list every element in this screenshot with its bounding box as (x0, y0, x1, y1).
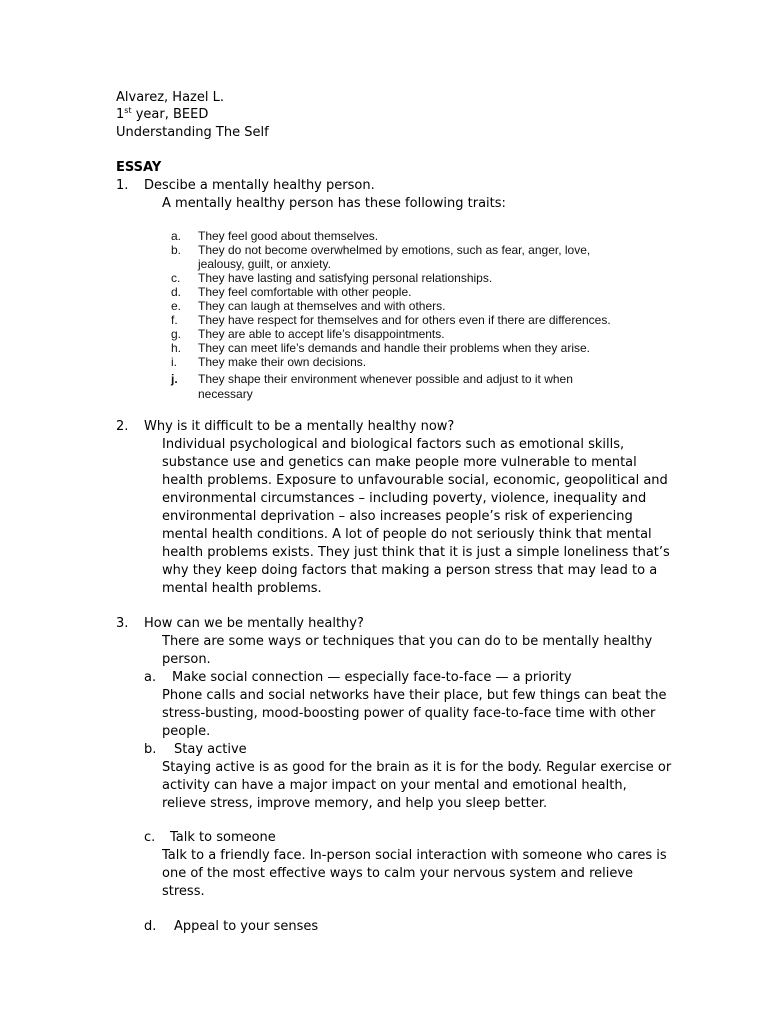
trait-letter: a. (171, 229, 182, 243)
trait-letter: i. (171, 355, 177, 369)
trait-text: jealousy, guilt, or anxiety. (198, 257, 331, 271)
trait-text: They feel good about themselves. (198, 229, 379, 243)
item-body-line: Staying active is as good for the brain as it is for the body. Regular exercise or (162, 760, 672, 775)
answer-line: mental health conditions. A lot of people do not seriously think that mental (162, 527, 652, 542)
item-title: Talk to someone (170, 830, 276, 845)
answer-line: why they keep doing factors that making a person stress that may lead to a (162, 563, 658, 578)
q2-number: 2. (116, 419, 129, 434)
q1-number: 1. (116, 178, 129, 193)
q2-question: Why is it difficult to be a mentally healthy now? (144, 419, 455, 434)
item-letter: c. (144, 830, 156, 845)
trait-letter: g. (171, 327, 182, 341)
item-letter: d. (144, 919, 157, 934)
trait-letter: c. (171, 271, 181, 285)
item-body-line: stress. (162, 884, 205, 899)
trait-text: They make their own decisions. (198, 355, 367, 369)
item-letter: a. (144, 670, 157, 685)
year-course (116, 106, 208, 124)
q3-question: How can we be mentally healthy? (144, 616, 364, 631)
q3-intro-line: person. (162, 652, 211, 667)
student-name: Alvarez, Hazel L. (116, 90, 224, 105)
trait-letter: f. (171, 313, 178, 327)
item-letter: b. (144, 742, 157, 757)
item-title: Make social connection — especially face-to-face — a priority (172, 670, 572, 685)
q1-question: Descibe a mentally healthy person. (144, 178, 375, 193)
answer-line: environmental deprivation – also increases people’s risk of experiencing (162, 509, 633, 524)
q3-intro-line: There are some ways or techniques that you can do to be mentally healthy (162, 634, 653, 649)
answer-line: Individual psychological and biological factors such as emotional skills, (162, 437, 625, 452)
q1-intro: A mentally healthy person has these following traits: (162, 196, 506, 211)
item-body-line: activity can have a major impact on your mental and emotional health, (162, 778, 627, 793)
trait-text: They can meet life’s demands and handle their problems when they arise. (198, 341, 590, 355)
year-course-text: year, BEED (131, 107, 209, 122)
item-body-line: relieve stress, improve memory, and help you sleep better. (162, 796, 548, 811)
trait-text: They feel comfortable with other people. (198, 285, 412, 299)
year-ordinal: st (124, 106, 132, 115)
trait-text: They have lasting and satisfying personal relationships. (198, 271, 493, 285)
trait-text: They have respect for themselves and for others even if there are differences. (198, 313, 611, 327)
trait-letter: h. (171, 341, 182, 355)
answer-line: mental health problems. (162, 581, 322, 596)
trait-text: They can laugh at themselves and with others. (198, 299, 446, 313)
item-title: Appeal to your senses (174, 919, 319, 934)
trait-text: necessary (198, 387, 253, 401)
trait-letter: b. (171, 243, 182, 257)
trait-letter: e. (171, 299, 182, 313)
item-title: Stay active (174, 742, 247, 757)
item-body-line: one of the most effective ways to calm your nervous system and relieve (162, 866, 634, 881)
trait-text: They are able to accept life’s disappointments. (198, 327, 445, 341)
item-body-line: stress-busting, mood-boosting power of quality face-to-face time with other (162, 706, 656, 721)
answer-line: health problems exists. They just think that it is just a simple loneliness that’s (162, 545, 670, 560)
answer-line: substance use and genetics can make people more vulnerable to mental (162, 455, 637, 470)
trait-letter: j. (171, 372, 178, 386)
essay-heading: ESSAY (116, 160, 162, 175)
trait-text: They shape their environment whenever possible and adjust to it when (198, 372, 573, 386)
answer-line: environmental circumstances – including poverty, violence, inequality and (162, 491, 647, 506)
trait-text: They do not become overwhelmed by emotions, such as fear, anger, love, (198, 243, 591, 257)
subject-title: Understanding The Self (116, 125, 269, 140)
item-body-line: people. (162, 724, 211, 739)
year-number: 1 (116, 107, 125, 122)
item-body-line: Phone calls and social networks have their place, but few things can beat the (162, 688, 667, 703)
trait-letter: d. (171, 285, 182, 299)
item-body-line: Talk to a friendly face. In-person social interaction with someone who cares is (162, 848, 667, 863)
q3-number: 3. (116, 616, 129, 631)
answer-line: health problems. Exposure to unfavourable social, economic, geopolitical and (162, 473, 668, 488)
